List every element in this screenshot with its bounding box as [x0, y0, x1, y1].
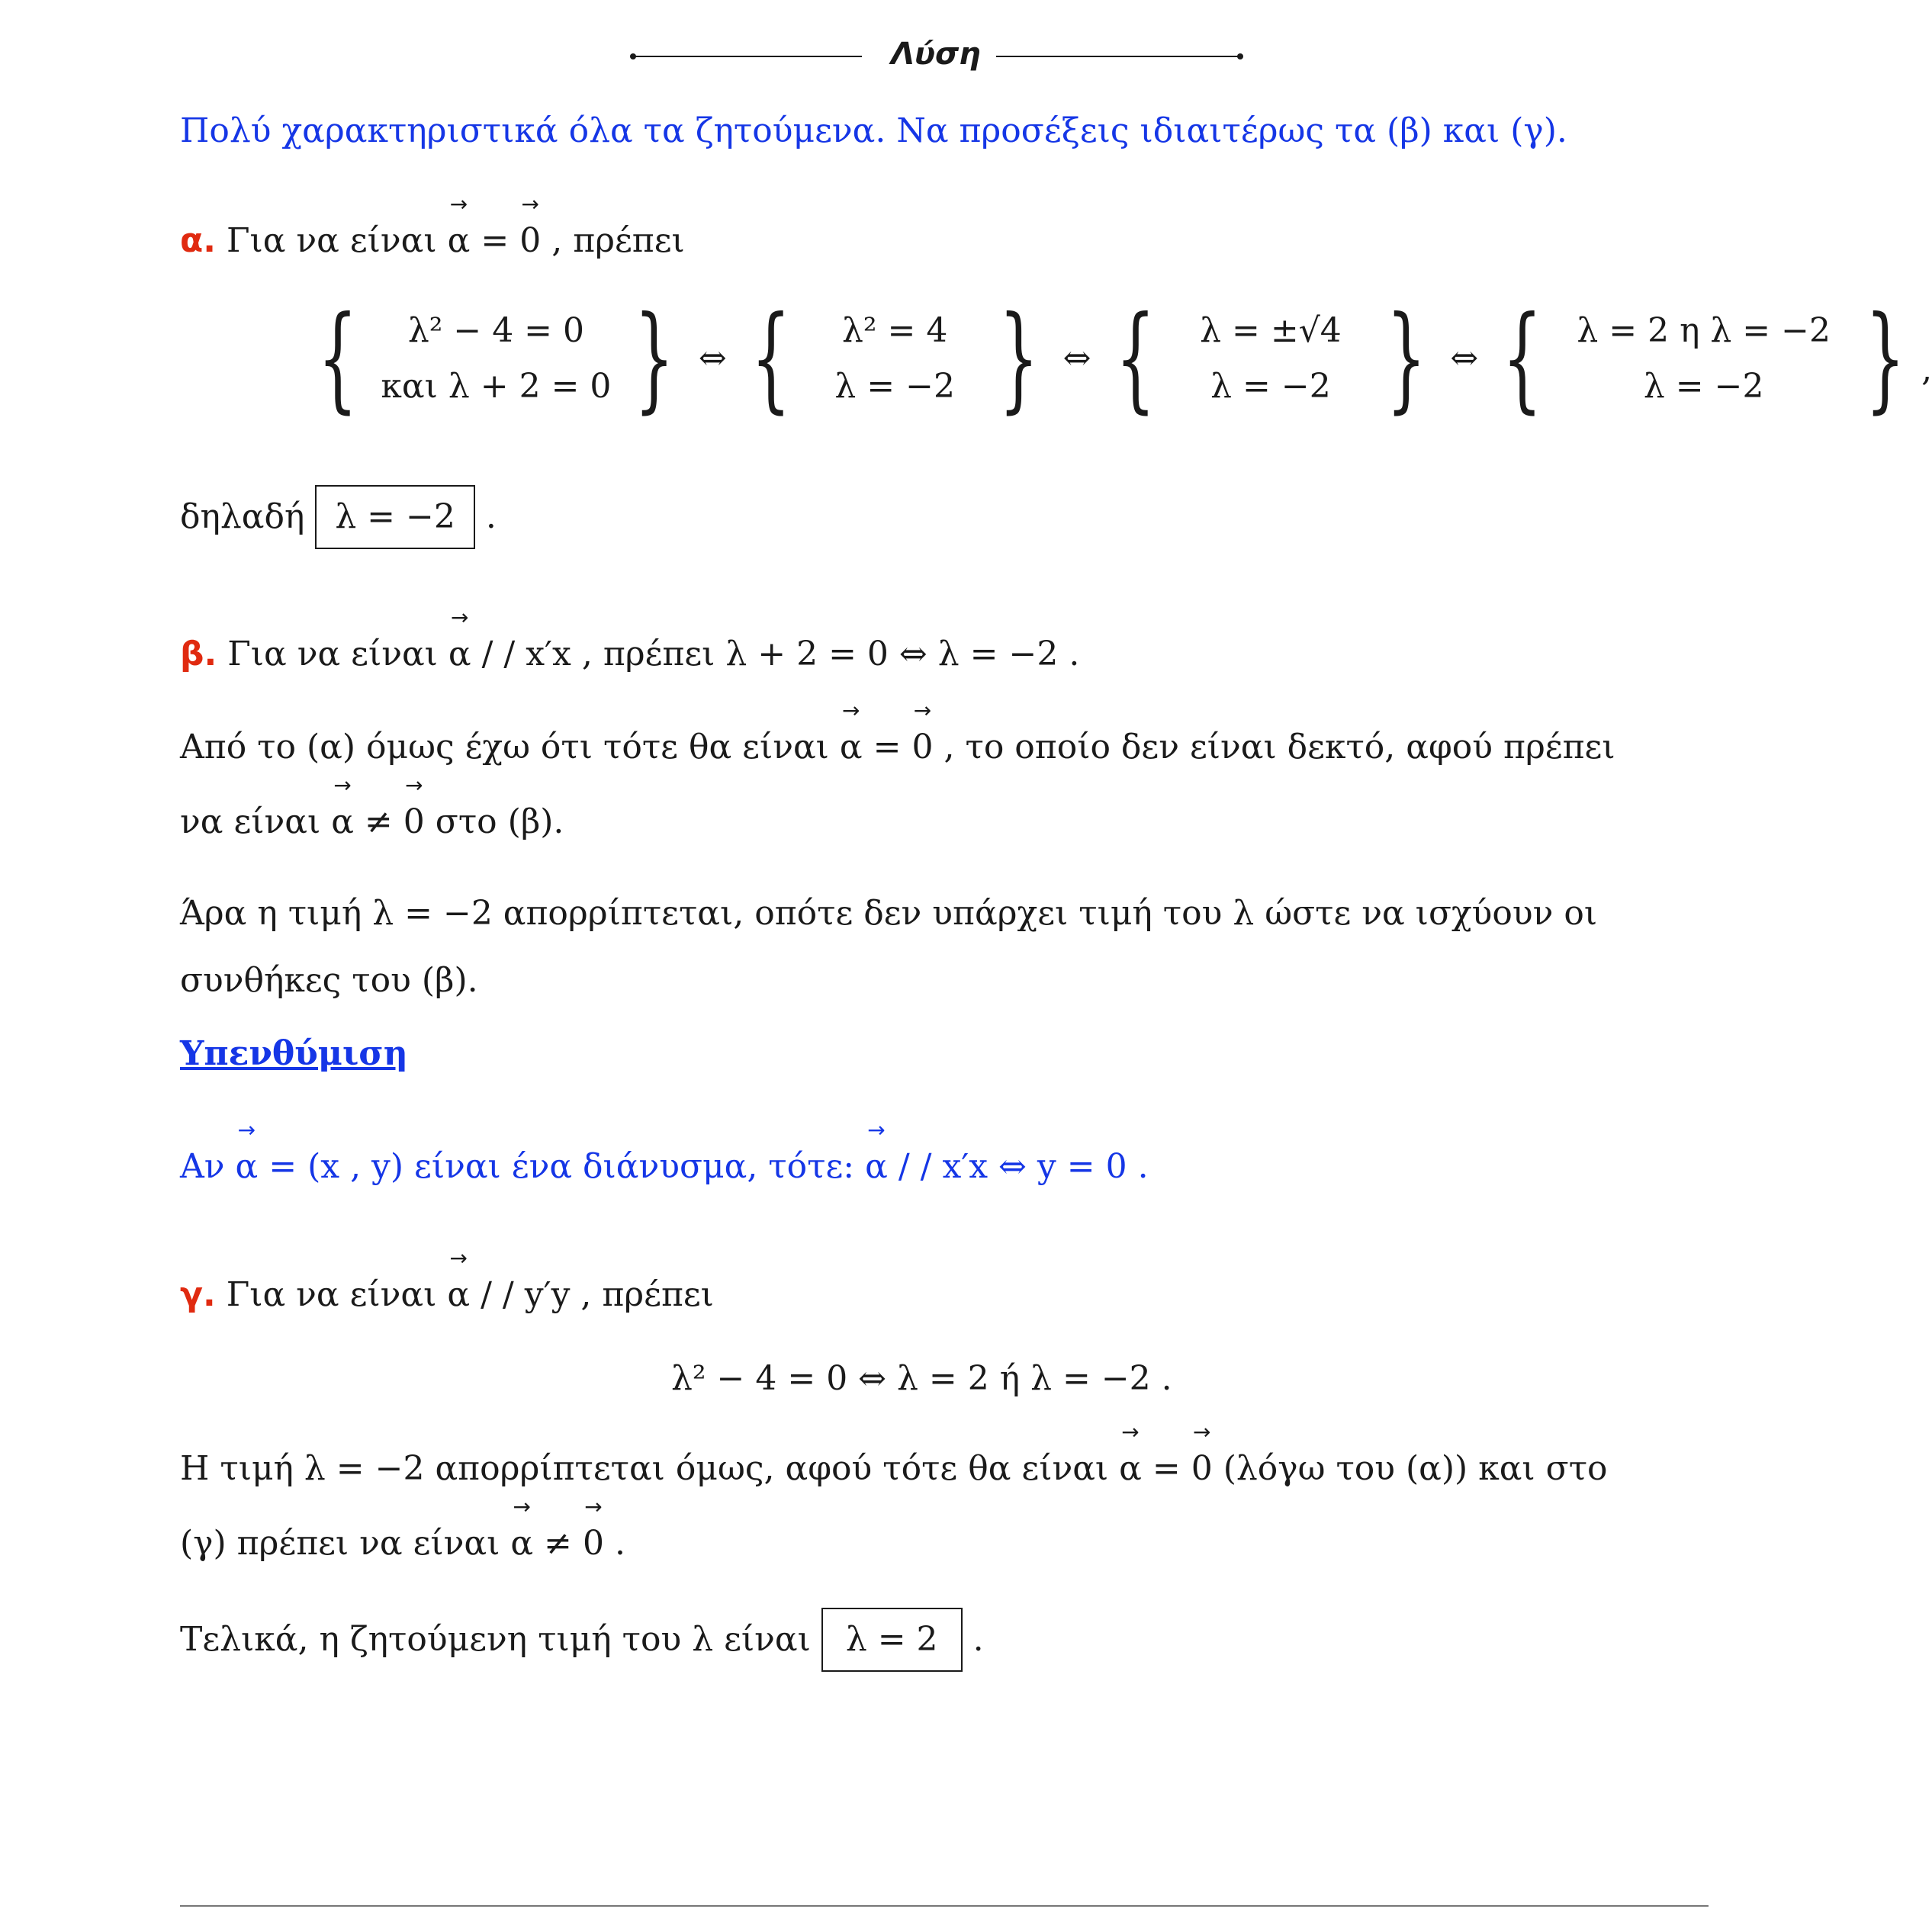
vector-a: → α: [865, 1150, 888, 1184]
part-b-text1: Για να είναι: [227, 635, 438, 673]
reminder-title: Υπενθύμιση: [180, 1034, 408, 1073]
left-brace: {: [1502, 292, 1543, 425]
iff-symbol: ⇔: [1062, 339, 1091, 378]
left-brace: {: [751, 292, 791, 425]
part-b-line2-tail: στο (β).: [435, 802, 564, 841]
vector-a: → α: [331, 805, 354, 839]
part-c-paragraph-line-1: [180, 1449, 1608, 1488]
reminder-text-a: Αν: [180, 1147, 225, 1186]
left-brace: {: [1114, 292, 1156, 425]
vector-a: → α: [448, 638, 471, 671]
system-1-row-1: λ² − 4 = 0: [407, 311, 585, 350]
part-b-line2-text: να είναι: [180, 802, 321, 841]
header-rule-right: [996, 56, 1240, 57]
part-c-paragraph-line-2: [180, 1524, 625, 1563]
zero-vector: → 0: [403, 805, 425, 839]
eq-sign: =: [873, 728, 912, 766]
right-brace: }: [634, 292, 675, 425]
header-rule-left: [633, 56, 862, 57]
left-brace: {: [317, 292, 358, 425]
system-1: [374, 311, 618, 406]
system-1-row-2: και λ + 2 = 0: [381, 367, 612, 406]
zero-vector: → 0: [583, 1527, 604, 1560]
right-brace: }: [1386, 292, 1426, 425]
system-4-row-1: λ = 2 η λ = −2: [1577, 311, 1831, 350]
iff-symbol: ⇔: [698, 339, 727, 378]
system-2-row-2: λ = −2: [834, 367, 955, 406]
conclusion-prefix: δηλαδή: [180, 497, 305, 536]
system-2: [807, 311, 982, 406]
part-b-line: [180, 635, 1080, 673]
zero-vector: → 0: [1191, 1452, 1213, 1486]
system-3-row-2: λ = −2: [1210, 367, 1331, 406]
boxed-answer-final: λ = 2: [821, 1608, 963, 1672]
right-brace: }: [1865, 292, 1905, 425]
final-prefix: Τελικά, η ζητούμενη τιμή του λ είναι: [180, 1620, 811, 1659]
neq-sign: ≠: [544, 1524, 583, 1563]
part-c-label: γ.: [180, 1275, 216, 1314]
part-c-text1: Για να είναι: [226, 1275, 437, 1314]
final-answer-line: [180, 1608, 984, 1672]
intro-text: Πολύ χαρακτηριστικά όλα τα ζητούμενα. Να προσέξεις ιδιαιτέρως τα (β) και (γ).: [180, 111, 1567, 150]
iff-symbol: ⇔: [1450, 339, 1479, 378]
part-b-paragraph-line-2: [180, 802, 564, 841]
final-suffix: .: [972, 1620, 984, 1659]
part-c-line: [180, 1275, 714, 1314]
equation-system-chain: [301, 290, 1932, 427]
system-2-row-1: λ² = 4: [842, 311, 948, 350]
part-c-text2: / / y′y , πρέπει: [481, 1275, 714, 1314]
vector-a: → α: [840, 731, 863, 764]
part-b-text2: / / x′x , πρέπει λ + 2 = 0 ⇔ λ = −2 .: [481, 635, 1080, 673]
boxed-answer-a: λ = −2: [315, 485, 475, 549]
part-a-text1: Για να είναι: [226, 221, 437, 260]
part-b-paragraph-line-4: συνθήκες του (β).: [180, 961, 478, 1000]
vector-a: → α: [510, 1527, 533, 1560]
part-a-line: [180, 221, 685, 260]
part-b-label: β.: [180, 635, 217, 673]
trailing-comma: ,: [1921, 350, 1932, 389]
system-4-row-2: λ = −2: [1643, 367, 1764, 406]
eq-sign: =: [481, 221, 520, 260]
reminder-text-b: = (x , y) είναι ένα διάνυσμα, τότε:: [268, 1147, 855, 1186]
system-4: [1559, 311, 1849, 406]
part-b-line1-text: Από το (α) όμως έχω ότι τότε θα είναι: [180, 728, 829, 766]
part-a-label: α.: [180, 221, 216, 260]
part-b-line1-tail: , το οποίο δεν είναι δεκτό, αφού πρέπει: [943, 728, 1615, 766]
part-a-conclusion: [180, 485, 497, 549]
system-3-row-1: λ = ±√4: [1200, 311, 1342, 350]
part-a-text2: , πρέπει: [551, 221, 685, 260]
vector-a: → α: [236, 1150, 259, 1184]
vector-a: → α: [1119, 1452, 1142, 1486]
reminder-text-c: / / x′x ⇔ y = 0 .: [898, 1147, 1149, 1186]
vector-a: → α: [448, 224, 471, 258]
header-dot-right: [1237, 53, 1243, 59]
neq-sign: ≠: [364, 802, 403, 841]
part-b-paragraph-line-3: Άρα η τιμή λ = −2 απορρίπτεται, οπότε δεν υπάρχει τιμή του λ ώστε να ισχύουν οι: [180, 894, 1598, 933]
vector-a: → α: [447, 1278, 470, 1312]
part-c-equation: λ² − 4 = 0 ⇔ λ = 2 ή λ = −2 .: [671, 1359, 1172, 1398]
part-c-line2-text: (γ) πρέπει να είναι: [180, 1524, 500, 1563]
footer-rule: [180, 1905, 1709, 1907]
part-b-paragraph-line-1: [180, 728, 1615, 766]
zero-vector: → 0: [912, 731, 934, 764]
page-title: Λύση: [891, 37, 981, 72]
part-c-line1-text: Η τιμή λ = −2 απορρίπτεται όμως, αφού τότε θα είναι: [180, 1449, 1109, 1488]
reminder-text: [180, 1147, 1149, 1186]
conclusion-suffix: .: [485, 497, 497, 536]
right-brace: }: [998, 292, 1040, 425]
zero-vector: → 0: [519, 224, 541, 258]
part-c-line2-tail: .: [614, 1524, 625, 1563]
system-3: [1172, 311, 1370, 406]
part-c-line1-tail: (λόγω του (α)) και στο: [1223, 1449, 1608, 1488]
eq-sign: =: [1152, 1449, 1191, 1488]
